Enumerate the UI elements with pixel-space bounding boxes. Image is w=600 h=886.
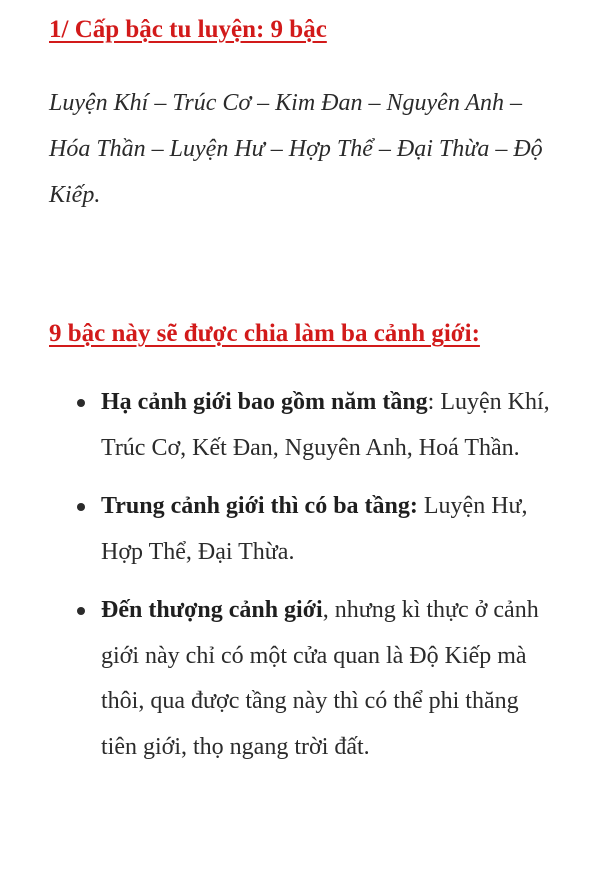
- list-item-lower-realm: [0, 380, 600, 471]
- cultivation-levels-list-text: Luyện Khí – Trúc Cơ – Kim Đan – Nguyên Anh – Hóa Thần – Luyện Hư – Hợp Thể – Đại Thừa – Độ Kiếp.: [49, 90, 543, 208]
- middle-realm-description: Luyện Hư, Hợp Thể, Đại Thừa.: [101, 493, 528, 565]
- bullet-icon: [77, 503, 85, 511]
- section-heading-cultivation-levels: 1/ Cấp bậc tu luyện: 9 bậc: [49, 16, 327, 43]
- upper-realm-title: Đến thượng cảnh giới: [101, 597, 323, 623]
- bullet-icon: [77, 399, 85, 407]
- bullet-icon: [77, 607, 85, 615]
- lower-realm-description: : Luyện Khí, Trúc Cơ, Kết Đan, Nguyên Anh, Hoá Thần.: [101, 389, 550, 461]
- upper-realm-description: , nhưng kì thực ở cảnh giới này chỉ có một cửa quan là Độ Kiếp mà thôi, qua được tầng này thì có thể phi thăng tiên giới, thọ ngang trời đất.: [101, 597, 539, 760]
- list-item-upper-realm: [0, 588, 600, 770]
- realm-list: [0, 380, 600, 783]
- list-item-middle-realm: [0, 484, 600, 575]
- middle-realm-title: Trung cảnh giới thì có ba tầng:: [101, 493, 418, 519]
- lower-realm-title: Hạ cảnh giới bao gồm năm tầng: [101, 389, 428, 415]
- section-heading-realms: 9 bậc này sẽ được chia làm ba cảnh giới:: [49, 320, 480, 347]
